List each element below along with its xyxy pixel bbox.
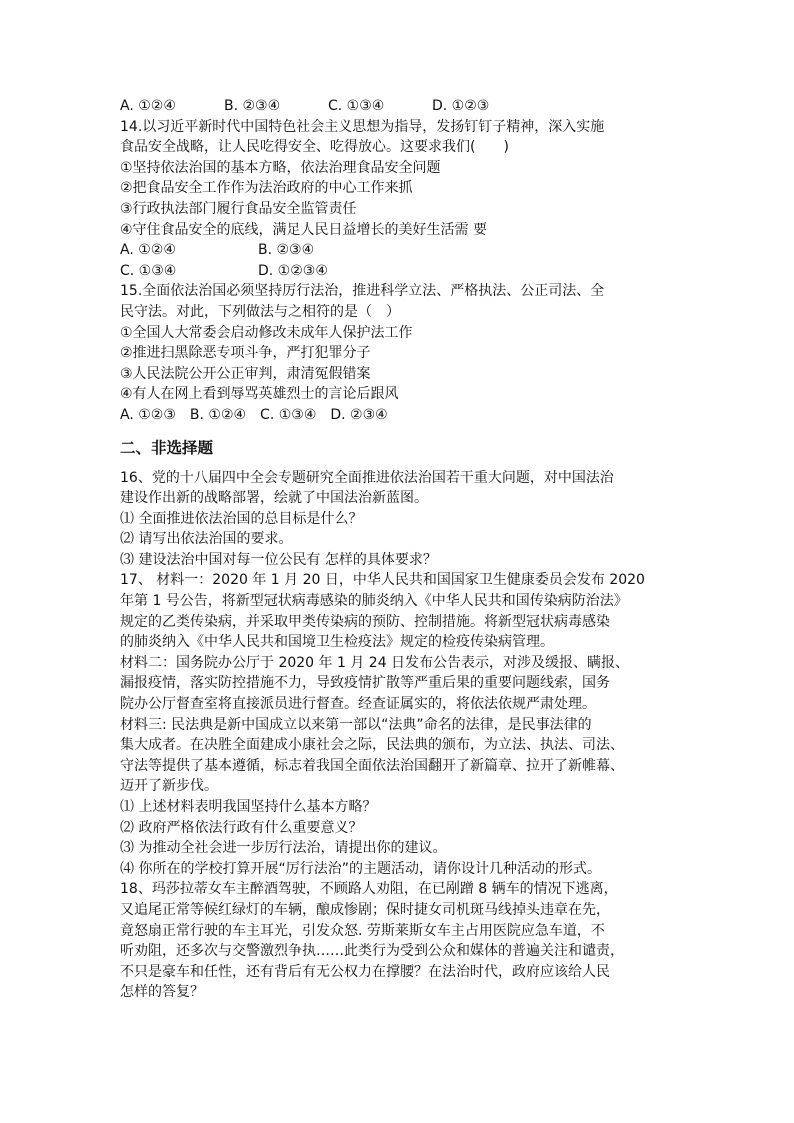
q15-item-4: ④有人在网上看到辱骂英雄烈士的言论后跟风	[120, 386, 399, 403]
q14-item-3: ③行政执法部门履行食品安全监管责任	[120, 200, 357, 217]
q13-options	[120, 96, 690, 117]
q13-option-a: A. ①②④	[120, 98, 176, 114]
q13-option-c: C. ①③④	[328, 98, 385, 114]
q14-option-c: C. ①③④	[120, 262, 177, 279]
q16-sub-3: ⑶ 建设法治中国对每一位公民有 怎样的具体要求？	[120, 551, 437, 568]
q14-option-a: A. ①②④	[120, 242, 176, 259]
q17-material-3-line-4: 迈开了新步伐。	[120, 778, 218, 795]
q17-material-3-line-3: 守法等提供了基本遵循，标志着我国全面依法治国翻开了新篇章、拉开了新帷幕、	[120, 757, 624, 774]
q18-line-6: 怎样的答复？	[120, 984, 204, 1001]
q17-material-2-line-1: 材料二：国务院办公厅于 2020 年 1 月 24 日发布公告表示，对涉及缓报、瞒报、	[120, 654, 630, 671]
q14-stem-line-2: 食品安全战略，让人民吃得安全、吃得放心。这要求我们( )	[120, 139, 509, 156]
q15-item-1: ①全国人大常委会启动修改未成年人保护法工作	[120, 324, 413, 341]
q14-stem-line-1: 14.以习近平新时代中国特色社会主义思想为指导，发扬钉钉子精神，深入实施	[120, 118, 605, 135]
q13-option-b: B. ②③④	[224, 98, 281, 114]
q17-material-3-line-1: 材料三: 民法典是新中国成立以来第一部以“法典”命名的法律，是民事法律的	[120, 716, 592, 733]
q14-option-d: D. ①②③④	[258, 262, 328, 279]
q14-option-b: B. ②③④	[258, 242, 315, 259]
q14-options-row-1	[120, 240, 690, 261]
q18-line-5: 不只是豪车和任性，还有背后有无公权力在撑腰？在法治时代，政府应该给人民	[120, 963, 610, 980]
q17-material-1-line-2: 年第 1 号公告，将新型冠状病毒感染的肺炎纳入《中华人民共和国传染病防治法》	[120, 593, 628, 610]
q14-item-1: ①坚持依法治国的基本方略，依法治理食品安全问题	[120, 159, 441, 176]
q15-stem-line-2: 民守法。对此，下列做法与之相符的是（ ）	[120, 303, 400, 320]
question-14	[120, 117, 690, 282]
exam-page	[120, 96, 690, 1003]
q13-option-d: D. ①②③	[432, 98, 490, 114]
q14-item-4: ④守住食品安全的底线，满足人民日益增长的美好生活需 要	[120, 221, 487, 238]
q17-sub-4: ⑷ 你所在的学校打算开展“厉行法治”的主题活动，请你设计几种活动的形式。	[120, 860, 601, 877]
section-heading: 二、非选择题	[120, 438, 214, 457]
q17-sub-2: ⑵ 政府严格依法行政有什么重要意义？	[120, 819, 363, 836]
q17-material-3-line-2: 集大成者。在决胜全面建成小康社会之际，民法典的颁布，为立法、执法、司法、	[120, 737, 624, 754]
q18-line-2: 又追尾正常等候红绿灯的车辆，酿成惨剧；保时捷女司机斑马线掉头违章在先，	[120, 901, 610, 918]
question-17	[120, 570, 690, 879]
question-16	[120, 468, 690, 571]
q17-material-1-line-3: 规定的乙类传染病，并采取甲类传染病的预防、控制措施。将新型冠状病毒感染	[120, 613, 610, 630]
q17-material-2-line-2: 漏报疫情，落实防控措施不力，导致疫情扩散等严重后果的重要问题线索，国务	[120, 675, 610, 692]
q17-sub-3: ⑶ 为推动全社会进一步厉行法治，请提出你的建议。	[120, 840, 447, 857]
q14-options-row-2	[120, 261, 690, 282]
q18-line-3: 竟怒扇正常行驶的车主耳光，引发众怒. 劳斯莱斯女车主占用医院应急车道，不	[120, 922, 605, 939]
q18-line-4: 听劝阻，还多次与交警激烈争执……此类行为受到公众和媒体的普遍关注和谴责，	[120, 943, 624, 960]
q15-item-3: ③人民法院公开公正审判，肃清冤假错案	[120, 365, 371, 382]
q15-item-2: ②推进扫黑除恶专项斗争，严打犯罪分子	[120, 345, 371, 362]
q16-stem-line-2: 建设作出新的战略部署，绘就了中国法治新蓝图。	[120, 490, 428, 507]
q17-material-1-line-4: 的肺炎纳入《中华人民共和国境卫生检疫法》规定的检疫传染病管理。	[120, 634, 554, 651]
q16-stem-line-1: 16、党的十八届四中全会专题研究全面推进依法治国若干重大问题，对中国法治	[120, 469, 614, 486]
q17-material-1-line-1: 17、 材料一：2020 年 1 月 20 日，中华人民共和国国家卫生健康委员会发布 2020	[120, 572, 645, 589]
q14-item-2: ②把食品安全工作作为法治政府的中心工作来抓	[120, 180, 413, 197]
q16-sub-2: ⑵ 请写出依法治国的要求。	[120, 531, 293, 548]
q17-sub-1: ⑴ 上述材料表明我国坚持什么基本方略？	[120, 799, 377, 815]
q16-sub-1: ⑴ 全面推进依法治国的总目标是什么？	[120, 510, 363, 527]
q15-options: A. ①②③ B. ①②④ C. ①③④ D. ②③④	[120, 406, 388, 423]
question-18	[120, 879, 690, 1003]
q17-material-2-line-3: 院办公厅督查室将直接派员进行督查。经查证属实的，将依法依规严肃处理。	[120, 696, 596, 713]
q18-line-1: 18、玛莎拉蒂女车主醉酒驾驶，不顾路人劝阻，在已剐蹭 8 辆车的情况下逃离，	[120, 881, 618, 898]
question-15	[120, 281, 690, 425]
q15-stem-line-1: 15.全面依法治国必须坚持厉行法治，推进科学立法、严格执法、公正司法、全	[120, 283, 605, 300]
